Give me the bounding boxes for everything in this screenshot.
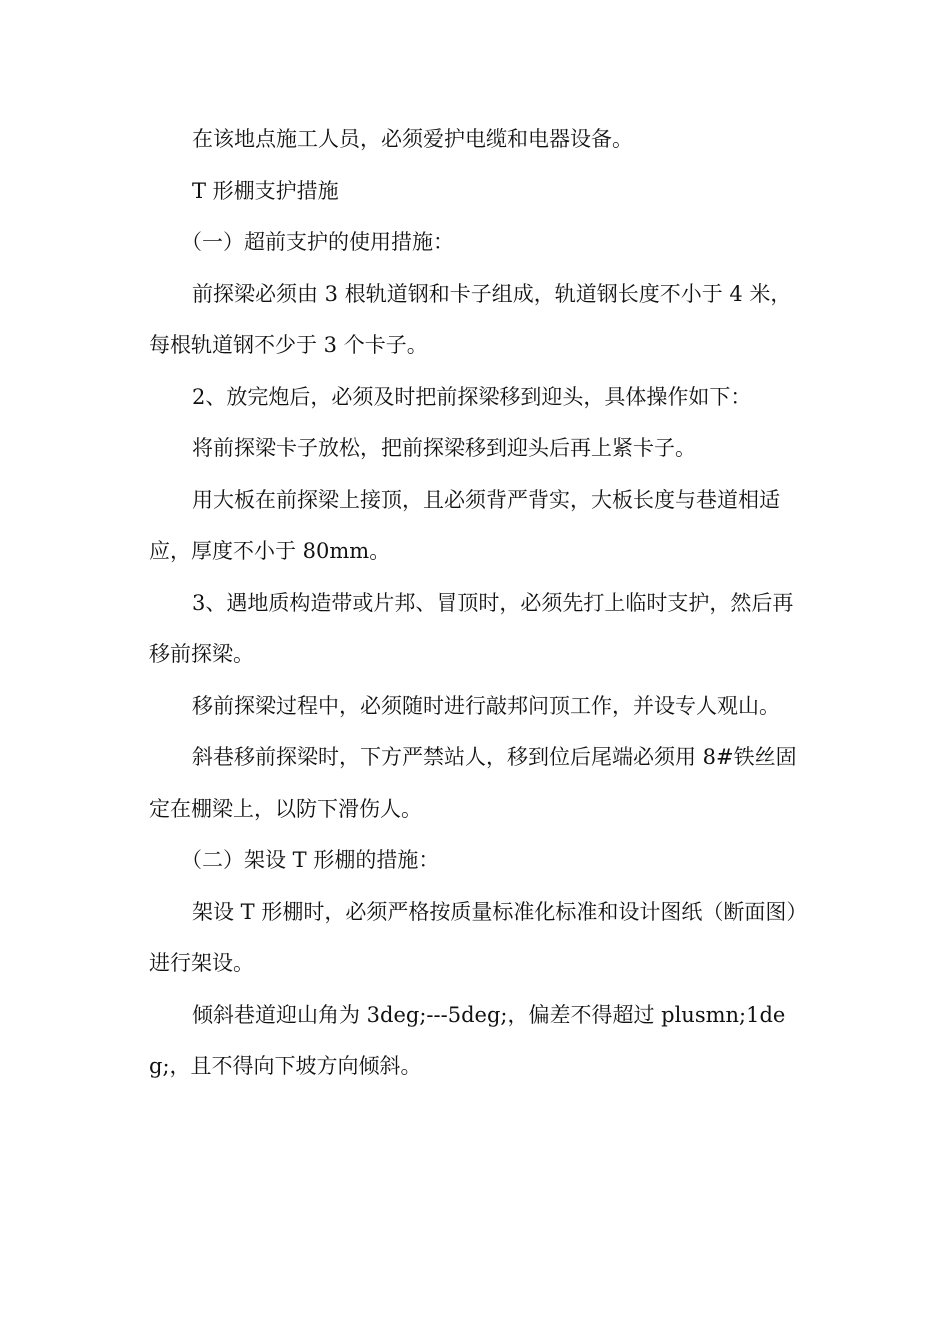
document-body [149,114,809,1093]
paragraph-inclined-roadway-beam: 斜巷移前探梁时，下方严禁站人，移到位后尾端必须用 8#铁丝固定在棚梁上，以防下滑伤人。 [149,745,797,821]
paragraph-erection-standard: 架设 T 形棚时，必须严格按质量标准化标准和设计图纸（断面图）进行架设。 [149,899,808,975]
paragraph-after-blasting: 2、放完炮后，必须及时把前探梁移到迎头，具体操作如下： [192,384,752,409]
paragraph-knock-check-roof: 移前探梁过程中，必须随时进行敲邦问顶工作，并设专人观山。 [192,693,780,718]
paragraph-inclination-angle: 倾斜巷道迎山角为 3deg;---5deg;，偏差不得超过 plusmn;1deg;，且不得向下坡方向倾斜。 [149,1002,786,1078]
paragraph-front-beam-composition: 前探梁必须由 3 根轨道钢和卡子组成，轨道钢长度不小于 4 米，每根轨道钢不少于 3 个卡子。 [149,281,792,357]
paragraph-geological-structure: 3、遇地质构造带或片邦、冒顶时，必须先打上临时支护，然后再移前探梁。 [149,590,794,666]
subsection-heading-advance-support: （一）超前支护的使用措施： [181,230,454,254]
paragraph-loosen-clamps: 将前探梁卡子放松，把前探梁移到迎头后再上紧卡子。 [192,436,696,460]
subsection-heading-erect-t-shed: （二）架设 T 形棚的措施： [181,848,440,872]
paragraph-board-roof-contact: 用大板在前探梁上接顶，且必须背严背实，大板长度与巷道相适应，厚度不小于 80mm。 [149,487,780,563]
section-heading-t-shed-support: T 形棚支护措施 [192,178,339,203]
paragraph-cable-care: 在该地点施工人员，必须爱护电缆和电器设备。 [192,127,633,151]
